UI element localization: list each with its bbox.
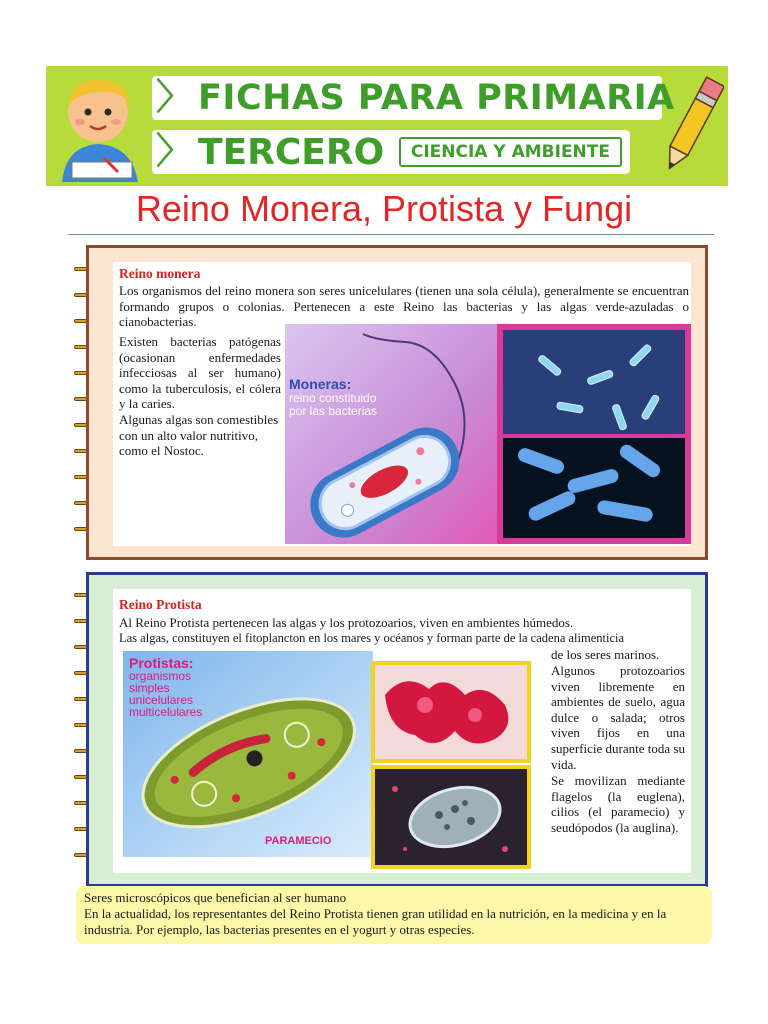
protista-habitat-text: Al Reino Protista pertenecen las algas y los protozoarios, viven en ambientes húmedos.: [119, 615, 574, 630]
moneras-label: Moneras:: [289, 376, 352, 392]
monera-intro-text: Los organismos del reino monera son seres unicelulares (tienen una sola célula), generalmente se encuentran formando grupos o colonias. Pertenecen a este Reino las bacterias y las algas verde-azuladas o cianobacterias.: [119, 283, 689, 330]
footer-heading: Seres microscópicos que benefician al ser humano: [84, 890, 347, 905]
protozoa-micrograph: [371, 765, 531, 869]
child-writing-illustration: [52, 72, 148, 182]
protista-movement-text: Se movilizan mediante flagelos (la euglena), cilios (el paramecio) y seudópodos (la auglina).: [551, 773, 685, 835]
section-reino-protista: [86, 572, 708, 887]
algae-photo: [371, 661, 531, 763]
bacteria-photo-frame: [497, 324, 691, 544]
paramecium-illustration: [123, 651, 373, 857]
protista-algae-text: Las algas, constituyen el fitoplancton en los mares y océanos y forman parte de la cadena alimenticia: [119, 631, 625, 645]
protistas-label: Protistas:: [129, 655, 194, 671]
banner-series-title: FICHAS PARA PRIMARIA: [198, 78, 675, 118]
monera-content-card: [113, 262, 691, 546]
footer-note: [76, 886, 712, 944]
protistas-sub-label-3: unicelulares: [129, 693, 194, 707]
protistas-sub-label-1: organismos: [129, 669, 192, 683]
protistas-sub-label-2: simples: [129, 681, 170, 695]
pencil-icon: [660, 70, 724, 182]
monera-heading: Reino monera: [119, 266, 201, 281]
chevron-right-icon: 〉: [156, 131, 193, 172]
section-reino-monera: [86, 245, 708, 560]
protistas-sub-label-4: multicelulares: [129, 705, 203, 719]
footer-text: En la actualidad, los representantes del Reino Protista tienen gran utilidad en la nutrición, en la medicina y en la industria. Por ejemplo, las bacterias presentes en el yogurt y otras especies.: [84, 906, 667, 937]
chevron-right-icon: 〉: [156, 77, 193, 118]
page-title: Reino Monera, Protista y Fungi: [135, 188, 633, 229]
paramecio-label: PARAMECIO: [265, 835, 332, 847]
banner-row-series: [152, 76, 675, 120]
bacteria-illustration: [285, 324, 497, 544]
banner-row-grade: [152, 130, 630, 174]
protista-content-card: [113, 589, 691, 873]
monera-pathogen-text: Existen bacterias patógenas (ocasionan enfermedades infecciosas al ser humano) como la tuberculosis, el cólera y la caries.: [119, 334, 281, 412]
protista-free-living-text: Algunos protozoarios viven libremente en ambientes de suelo, agua dulce o salada; otros viven fijos en una superficie durante toda su vida.: [551, 663, 685, 772]
moneras-sub-label-1: reino constituido: [289, 391, 377, 405]
protista-heading: Reino Protista: [119, 597, 202, 612]
header-banner: [46, 66, 728, 186]
monera-edible-text: Algunas algas son comestibles con un alto valor nutritivo, como el Nostoc.: [119, 412, 279, 459]
moneras-sub-label-2: por las bacterias: [289, 404, 378, 418]
banner-grade-title: TERCERO: [198, 131, 385, 173]
banner-subject-badge: CIENCIA Y AMBIENTE: [399, 137, 622, 167]
protista-algae-text-cont: de los seres marinos.: [551, 647, 660, 662]
title-divider: [68, 234, 714, 235]
